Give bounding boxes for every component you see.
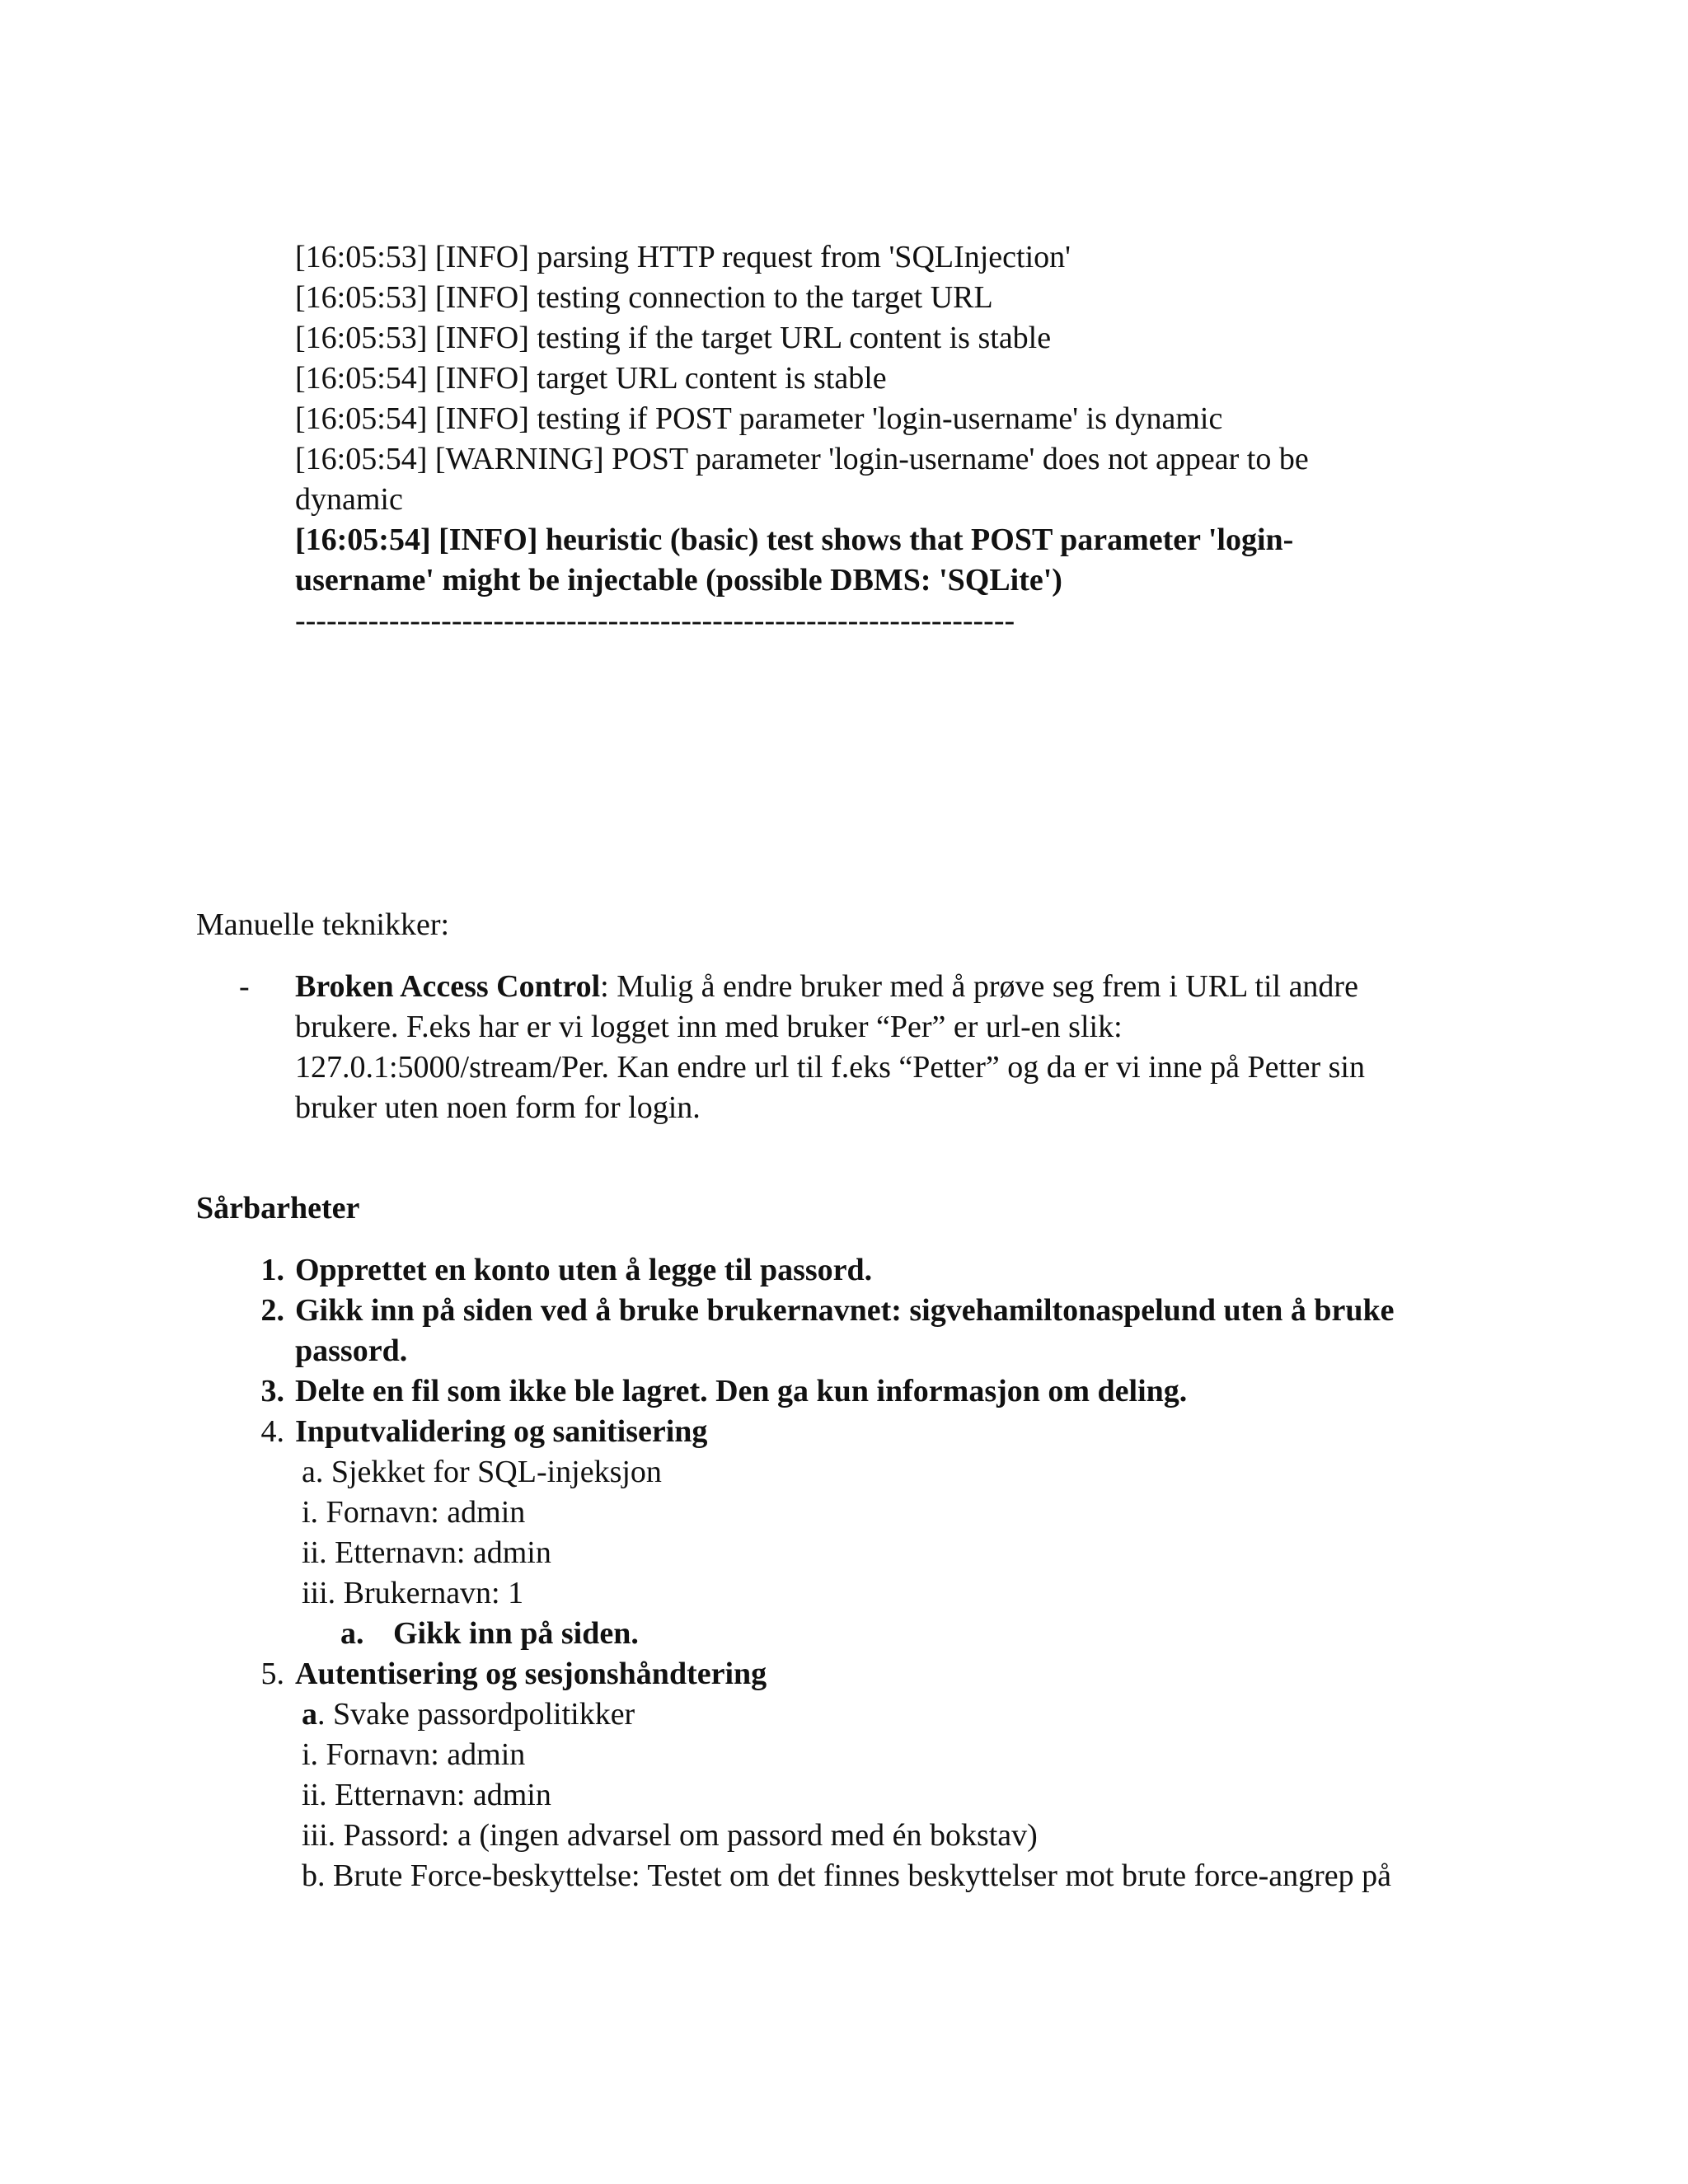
bullet-text: : Mulig å endre bruker med å prøve seg frem i URL til andre [600, 969, 1358, 1004]
sub-item: i. Fornavn: admin [302, 1737, 526, 1772]
log-line: [16:05:53] [INFO] parsing HTTP request from 'SQLInjection' [295, 240, 1071, 274]
list-item: Opprettet en konto uten å legge til passord. [295, 1253, 873, 1287]
list-number: 5. [260, 1657, 284, 1691]
bullet-title: Broken Access Control [295, 969, 601, 1004]
sub-item-text: . Svake passordpolitikker [317, 1697, 635, 1732]
subsub-letter: a. [340, 1616, 364, 1651]
sub-item [302, 1694, 635, 1735]
vuln-heading: Sårbarheter [196, 1191, 360, 1226]
log-line: [16:05:53] [INFO] testing if the target URL content is stable [295, 321, 1052, 355]
sub-item: ii. Etternavn: admin [302, 1778, 551, 1812]
log-line: [16:05:54] [WARNING] POST parameter 'login-username' does not appear to be [295, 442, 1309, 476]
log-line-highlight: username' might be injectable (possible DBMS: 'SQLite') [295, 563, 1062, 598]
bullet-text: brukere. F.eks har er vi logget inn med bruker “Per” er url-en slik: [295, 1010, 1123, 1044]
sub-item-letter: a [302, 1697, 317, 1732]
list-number: 4. [260, 1414, 284, 1449]
log-line: [16:05:54] [INFO] testing if POST parameter 'login-username' is dynamic [295, 401, 1223, 436]
list-number: 1. [260, 1253, 284, 1287]
list-item: Inputvalidering og sanitisering [295, 1414, 708, 1449]
log-line: [16:05:53] [INFO] testing connection to the target URL [295, 280, 993, 315]
bullet-first-line [295, 967, 1358, 1007]
log-line-highlight: [16:05:54] [INFO] heuristic (basic) test shows that POST parameter 'login- [295, 523, 1294, 557]
bullet-text: bruker uten noen form for login. [295, 1090, 701, 1125]
sub-item: ii. Etternavn: admin [302, 1535, 551, 1570]
sub-item: b. Brute Force-beskyttelse: Testet om det finnes beskyttelser mot brute force-angrep på [302, 1858, 1392, 1893]
list-number: 2. [260, 1293, 284, 1328]
bullet-marker: - [239, 969, 250, 1004]
sub-item: iii. Passord: a (ingen advarsel om passord med én bokstav) [302, 1818, 1038, 1853]
sub-item: a. Sjekket for SQL-injeksjon [302, 1455, 662, 1489]
bullet-text: 127.0.1:5000/stream/Per. Kan endre url til f.eks “Petter” og da er vi inne på Petter sin [295, 1050, 1365, 1085]
log-line: dynamic [295, 482, 403, 517]
list-item: Delte en fil som ikke ble lagret. Den ga kun informasjon om deling. [295, 1374, 1188, 1408]
sub-item: iii. Brukernavn: 1 [302, 1576, 524, 1610]
list-item: passord. [295, 1333, 408, 1368]
log-separator: --------------------------------------------------------------------- [295, 603, 1015, 638]
manual-heading: Manuelle teknikker: [196, 907, 450, 942]
list-item: Gikk inn på siden ved å bruke brukernavnet: sigvehamiltonaspelund uten å bruke [295, 1293, 1395, 1328]
subsub-item: Gikk inn på siden. [393, 1616, 639, 1651]
list-item: Autentisering og sesjonshåndtering [295, 1657, 767, 1691]
sub-item: i. Fornavn: admin [302, 1495, 526, 1530]
list-number: 3. [260, 1374, 284, 1408]
log-line: [16:05:54] [INFO] target URL content is stable [295, 361, 887, 396]
